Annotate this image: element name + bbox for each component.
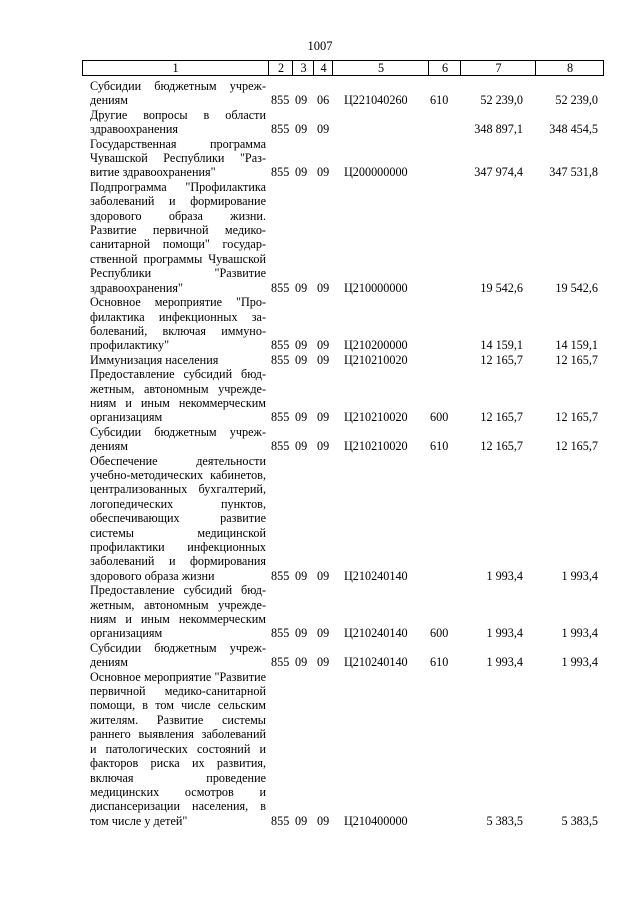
- row-description: Государственная программа Чувашской Республики "Развитие здравоохранения": [90, 136, 266, 180]
- row-subsection-code: 09: [317, 122, 330, 137]
- header-col-7: 7: [460, 61, 536, 75]
- row-amount-col7: 1 993,4: [486, 655, 523, 670]
- row-gr-code: 855: [271, 568, 290, 583]
- row-gr-code: 855: [271, 410, 290, 425]
- row-description: Обеспечение деятельности учебно-методических кабинетов, централизованных бухгалтерий, логопедических пунктов, обеспечивающих развитие системы медицинской профилактики инфекционных заболеваний и формирования здорового образа жизни: [90, 453, 266, 583]
- row-amount-col8: 14 159,1: [555, 338, 598, 353]
- row-amount-col8: 348 454,5: [549, 122, 598, 137]
- row-gr-code: 855: [271, 626, 290, 641]
- row-subsection-code: 09: [317, 338, 330, 353]
- row-description: Предоставление субсидий бюджетным, автономным учреждениям и иным некоммерческим организациям: [90, 367, 266, 425]
- row-section-code: 09: [295, 93, 308, 108]
- row-subsection-code: 09: [317, 626, 330, 641]
- row-subsection-code: 06: [317, 93, 330, 108]
- row-target-article: Ц210000000: [344, 280, 408, 295]
- row-description: Предоставление субсидий бюджетным, автономным учреждениям и иным некоммерческим организациям: [90, 583, 266, 641]
- row-section-code: 09: [295, 338, 308, 353]
- budget-table: [82, 60, 604, 828]
- row-gr-code: 855: [271, 439, 290, 454]
- row-gr-code: 855: [271, 813, 290, 828]
- row-amount-col8: 52 239,0: [555, 93, 598, 108]
- row-section-code: 09: [295, 439, 308, 454]
- row-section-code: 09: [295, 122, 308, 137]
- row-amount-col8: 12 165,7: [555, 352, 598, 367]
- row-section-code: 09: [295, 410, 308, 425]
- row-expense-type: 610: [430, 655, 449, 670]
- table-row: [82, 583, 604, 641]
- row-target-article: Ц221040260: [344, 93, 408, 108]
- row-description: Субсидии бюджетным учреждениям: [90, 640, 266, 670]
- row-gr-code: 855: [271, 338, 290, 353]
- header-col-4: 4: [313, 61, 333, 75]
- table-body: [82, 79, 604, 828]
- table-row: [82, 108, 604, 137]
- row-amount-col8: 12 165,7: [555, 439, 598, 454]
- row-amount-col7: 347 974,4: [474, 165, 523, 180]
- header-col-2: 2: [268, 61, 293, 75]
- row-section-code: 09: [295, 626, 308, 641]
- row-gr-code: 855: [271, 122, 290, 137]
- row-description: Основное мероприятие "Развитие первичной медико-санитарной помощи, в том числе сельским жителям. Развитие системы раннего выявления заболеваний и патологических состояний и факторов риска их развития, включая проведение медицинских осмотров и диспансеризации населения, в том числе у детей": [90, 669, 266, 828]
- row-description: Иммунизация населения: [90, 352, 219, 367]
- row-amount-col7: 1 993,4: [486, 568, 523, 583]
- row-amount-col8: 12 165,7: [555, 410, 598, 425]
- row-section-code: 09: [295, 813, 308, 828]
- table-row: [82, 353, 604, 367]
- header-col-3: 3: [292, 61, 314, 75]
- table-row: [82, 295, 604, 353]
- header-col-1: 1: [172, 61, 179, 75]
- row-subsection-code: 09: [317, 813, 330, 828]
- table-header: [82, 60, 604, 76]
- row-amount-col7: 12 165,7: [480, 352, 523, 367]
- row-section-code: 09: [295, 655, 308, 670]
- row-amount-col7: 12 165,7: [480, 439, 523, 454]
- row-subsection-code: 09: [317, 410, 330, 425]
- row-target-article: Ц210200000: [344, 338, 408, 353]
- row-expense-type: 610: [430, 439, 449, 454]
- table-row: [82, 454, 604, 584]
- row-amount-col8: 5 383,5: [561, 813, 598, 828]
- row-gr-code: 855: [271, 352, 290, 367]
- row-amount-col8: 19 542,6: [555, 280, 598, 295]
- row-gr-code: 855: [271, 655, 290, 670]
- row-target-article: Ц210240140: [344, 655, 408, 670]
- header-col-6: 6: [428, 61, 461, 75]
- row-amount-col7: 348 897,1: [474, 122, 523, 137]
- row-subsection-code: 09: [317, 165, 330, 180]
- row-section-code: 09: [295, 352, 308, 367]
- row-section-code: 09: [295, 280, 308, 295]
- row-target-article: Ц210210020: [344, 410, 408, 425]
- row-description: Субсидии бюджетным учреждениям: [90, 79, 266, 108]
- row-target-article: Ц210240140: [344, 626, 408, 641]
- row-subsection-code: 09: [317, 280, 330, 295]
- row-section-code: 09: [295, 568, 308, 583]
- header-col-5: 5: [332, 61, 429, 75]
- table-row: [82, 180, 604, 295]
- row-subsection-code: 09: [317, 568, 330, 583]
- row-target-article: Ц210210020: [344, 352, 408, 367]
- row-target-article: Ц210400000: [344, 813, 408, 828]
- table-row: [82, 79, 604, 108]
- row-subsection-code: 09: [317, 439, 330, 454]
- row-expense-type: 600: [430, 410, 449, 425]
- row-target-article: Ц210210020: [344, 439, 408, 454]
- header-col-8: 8: [535, 61, 604, 75]
- page-number: 1007: [307, 39, 333, 53]
- row-description: Основное мероприятие "Профилактика инфекционных заболеваний, включая иммунопрофилактику": [90, 295, 266, 353]
- row-amount-col7: 52 239,0: [480, 93, 523, 108]
- row-gr-code: 855: [271, 93, 290, 108]
- row-amount-col7: 1 993,4: [486, 626, 523, 641]
- row-section-code: 09: [295, 165, 308, 180]
- row-expense-type: 610: [430, 93, 449, 108]
- table-row: [82, 425, 604, 454]
- row-description: Субсидии бюджетным учреждениям: [90, 424, 266, 454]
- row-gr-code: 855: [271, 165, 290, 180]
- row-gr-code: 855: [271, 280, 290, 295]
- row-amount-col8: 1 993,4: [561, 568, 598, 583]
- row-amount-col8: 347 531,8: [549, 165, 598, 180]
- table-row: [82, 670, 604, 828]
- row-amount-col7: 19 542,6: [480, 280, 523, 295]
- row-target-article: Ц200000000: [344, 165, 408, 180]
- row-amount-col7: 12 165,7: [480, 410, 523, 425]
- row-description: Подпрограмма "Профилактика заболеваний и формирование здорового образа жизни. Развитие первичной медико-санитарной помощи" государственной программы Чувашской Республики "Развитие здравоохранения": [90, 179, 266, 295]
- row-target-article: Ц210240140: [344, 568, 408, 583]
- row-amount-col7: 14 159,1: [480, 338, 523, 353]
- row-amount-col7: 5 383,5: [486, 813, 523, 828]
- row-subsection-code: 09: [317, 352, 330, 367]
- table-row: [82, 641, 604, 670]
- table-row: [82, 367, 604, 425]
- row-subsection-code: 09: [317, 655, 330, 670]
- table-row: [82, 137, 604, 180]
- row-description: Другие вопросы в области здравоохранения: [90, 107, 266, 137]
- row-amount-col8: 1 993,4: [561, 626, 598, 641]
- row-expense-type: 600: [430, 626, 449, 641]
- row-amount-col8: 1 993,4: [561, 655, 598, 670]
